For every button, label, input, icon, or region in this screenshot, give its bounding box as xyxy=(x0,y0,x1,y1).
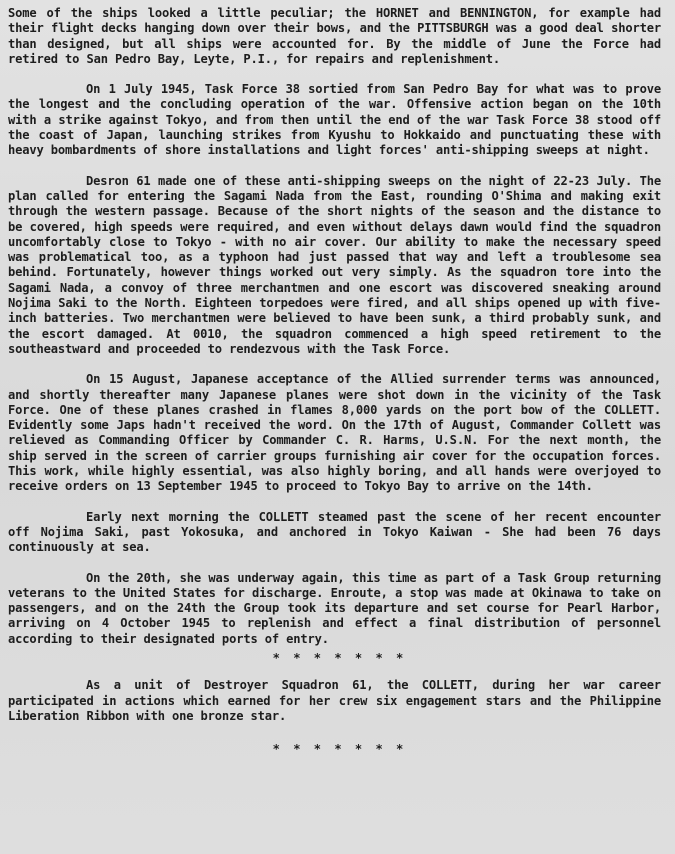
paragraph-ship-damage: Some of the ships looked a little peculiar; the HORNET and BENNINGTON, for example had their flight decks hanging down over their bows, and the PITTSBURGH was a good deal shorter than designed, but all ships were accounted for. By the middle of June the Force had retired to San Pedro Bay, Leyte, P.I., for repairs and replenishment. xyxy=(8,6,661,66)
paragraph-surrender: On 15 August, Japanese acceptance of the Allied surrender terms was announced, and shortly thereafter many Japanese planes were shot down in the vicinity of the Task Force. One of these planes crashed in flames 8,000 yards on the port bow of the COLLETT. Evidently some Japs hadn't received the word. On the 17th of August, Commander Collett was relieved as Commanding Officer by Commander C. R. Harms, U.S.N. For the next month, the ship served in the screen of carrier groups furnishing air cover for the occupation forces. This work, while highly essential, was also highly boring, and all hands were overjoyed to receive orders on 13 September 1945 to proceed to Tokyo Bay to arrive on the 14th. xyxy=(8,372,661,494)
paragraph-desron-sweep: Desron 61 made one of these anti-shipping sweeps on the night of 22-23 July. The plan called for entering the Sagami Nada from the East, rounding O'Shima and making exit through the western passage. Because of the short nights of the season and the distance to be covered, high speeds were required, and even without delays dawn would find the squadron uncomfortably close to Tokyo - with no air cover. Our ability to make the necessary speed was problematical too, as a typhoon had just passed that way and left a troublesome sea behind. Fortunately, however things worked out very simply. As the squadron tore into the Sagami Nada, a convoy of three merchantmen and one escort was discovered sneaking around Nojima Saki to the North. Eighteen torpedoes were fired, and all ships opened up with five-inch batteries. Two merchantmen were believed to have been sunk, a third probably sunk, and the escort damaged. At 0010, the squadron commenced a high speed retirement to the southeastward and proceeded to rendezvous with the Task Force. xyxy=(8,173,661,356)
paragraph-return-voyage: On the 20th, she was underway again, this time as part of a Task Group returning veterans to the United States for discharge. Enroute, a stop was made at Okinawa to take on passengers, and on the 24th the Group took its departure and set course for Pearl Harbor, arriving on 4 October 1945 to replenish and effect a final distribution of personnel according to their designated ports of entry. xyxy=(8,570,661,646)
separator-stars-end: * * * * * * * xyxy=(272,742,407,757)
separator-stars: * * * * * * * xyxy=(272,650,407,665)
paragraph-tokyo-bay: Early next morning the COLLETT steamed past the scene of her recent encounter off Nojima Saki, past Yokosuka, and anchored in Tokyo Kaiwan - She had been 76 days continuously at sea. xyxy=(8,509,661,555)
paragraph-july-operation: On 1 July 1945, Task Force 38 sortied from San Pedro Bay for what was to prove the longest and the concluding operation of the war. Offensive action began on the 10th with a strike against Tokyo, and from then until the end of the war Task Force 38 stood off the coast of Japan, launching strikes from Kyushu to Hokkaido and punctuating these with heavy bombardments of shore installations and light forces' anti-shipping sweeps at night. xyxy=(8,82,661,158)
paragraph-awards: As a unit of Destroyer Squadron 61, the COLLETT, during her war career participated in actions which earned for her crew six engagement stars and the Philippine Liberation Ribbon with one bronze star. xyxy=(8,678,661,723)
